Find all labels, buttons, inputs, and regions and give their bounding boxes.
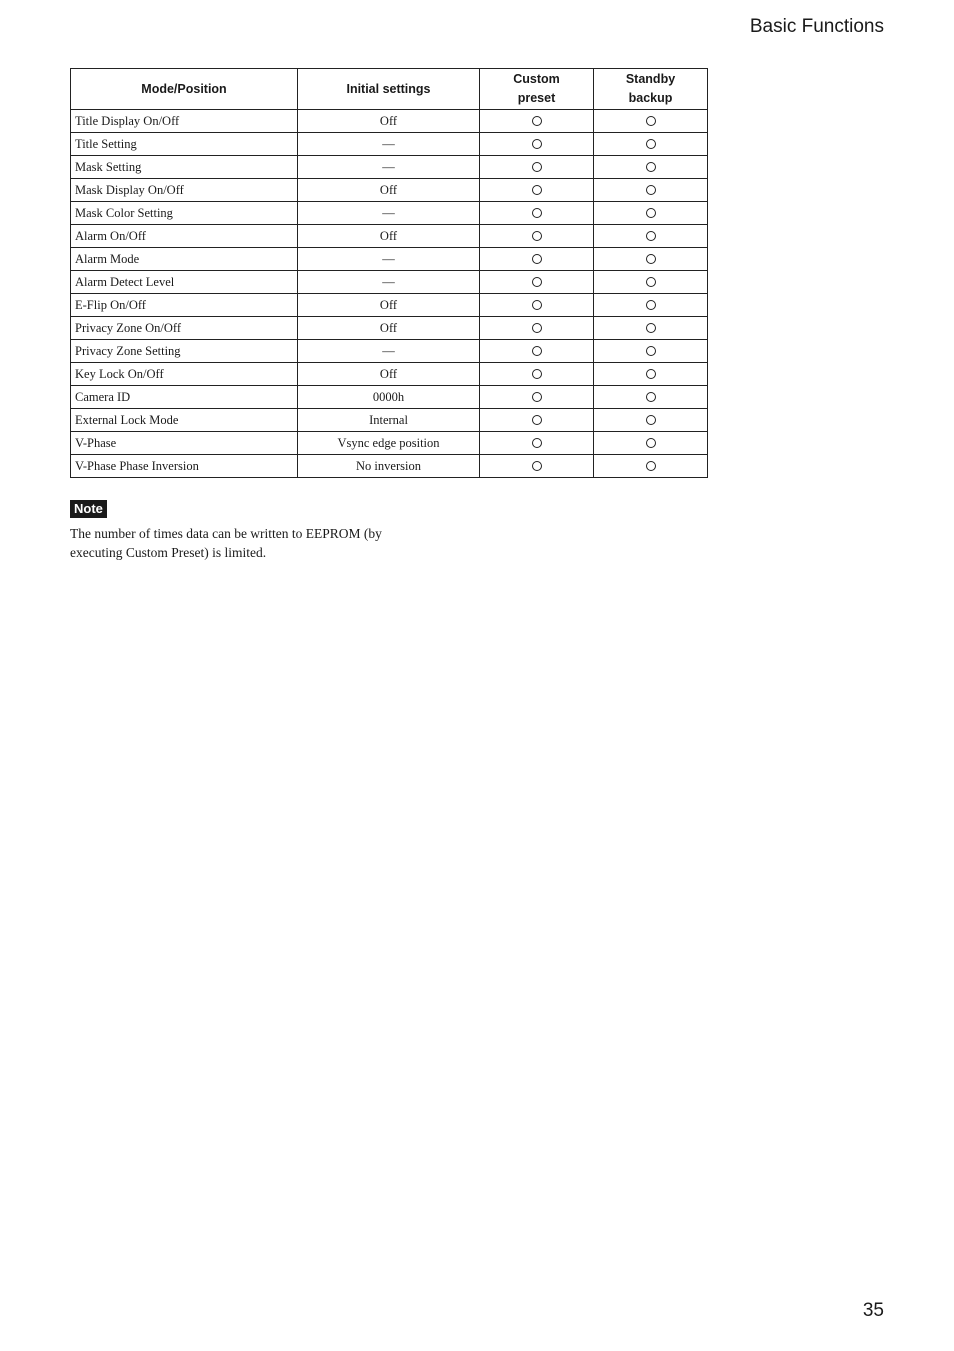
circle-mark-icon: [532, 438, 542, 448]
cell-initial-setting: Off: [298, 225, 480, 248]
cell-initial-setting: Off: [298, 179, 480, 202]
cell-standby-backup: [594, 179, 708, 202]
cell-custom-preset: [480, 294, 594, 317]
table-row: [71, 386, 708, 409]
cell-mode: Mask Color Setting: [71, 202, 298, 225]
cell-standby-backup: [594, 363, 708, 386]
circle-mark-icon: [532, 116, 542, 126]
circle-mark-icon: [532, 208, 542, 218]
cell-initial-setting: Off: [298, 294, 480, 317]
cell-initial-setting: —: [298, 156, 480, 179]
circle-mark-icon: [646, 300, 656, 310]
cell-mode: Title Setting: [71, 133, 298, 156]
cell-custom-preset: [480, 340, 594, 363]
circle-mark-icon: [646, 392, 656, 402]
cell-custom-preset: [480, 179, 594, 202]
table-row: [71, 294, 708, 317]
cell-standby-backup: [594, 455, 708, 478]
circle-mark-icon: [646, 185, 656, 195]
circle-mark-icon: [532, 185, 542, 195]
cell-initial-setting: Off: [298, 317, 480, 340]
circle-mark-icon: [646, 116, 656, 126]
cell-initial-setting: —: [298, 248, 480, 271]
cell-custom-preset: [480, 202, 594, 225]
cell-custom-preset: [480, 363, 594, 386]
cell-initial-setting: Off: [298, 363, 480, 386]
circle-mark-icon: [532, 277, 542, 287]
circle-mark-icon: [532, 300, 542, 310]
cell-mode: E-Flip On/Off: [71, 294, 298, 317]
circle-mark-icon: [646, 438, 656, 448]
circle-mark-icon: [532, 162, 542, 172]
cell-mode: Privacy Zone On/Off: [71, 317, 298, 340]
cell-standby-backup: [594, 294, 708, 317]
table-row: [71, 363, 708, 386]
cell-mode: Mask Display On/Off: [71, 179, 298, 202]
circle-mark-icon: [646, 369, 656, 379]
cell-standby-backup: [594, 432, 708, 455]
page-number: 35: [862, 1300, 884, 1321]
circle-mark-icon: [646, 208, 656, 218]
cell-standby-backup: [594, 248, 708, 271]
cell-initial-setting: Off: [298, 110, 480, 133]
note-text: The number of times data can be written to EEPROM (by executing Custom Preset) is limited.: [70, 526, 382, 560]
cell-mode: V-Phase: [71, 432, 298, 455]
table-row: [71, 225, 708, 248]
table-row: [71, 455, 708, 478]
column-header-initial-settings: Initial settings: [298, 69, 480, 110]
circle-mark-icon: [646, 139, 656, 149]
circle-mark-icon: [646, 231, 656, 241]
circle-mark-icon: [532, 139, 542, 149]
circle-mark-icon: [532, 346, 542, 356]
cell-standby-backup: [594, 386, 708, 409]
cell-mode: Mask Setting: [71, 156, 298, 179]
table-row: [71, 317, 708, 340]
cell-custom-preset: [480, 386, 594, 409]
circle-mark-icon: [532, 231, 542, 241]
cell-initial-setting: —: [298, 202, 480, 225]
cell-custom-preset: [480, 432, 594, 455]
cell-standby-backup: [594, 202, 708, 225]
cell-standby-backup: [594, 340, 708, 363]
column-header-standby-backup: Standby backup: [594, 69, 708, 110]
circle-mark-icon: [532, 461, 542, 471]
table-row: [71, 271, 708, 294]
table-row: [71, 133, 708, 156]
cell-mode: Privacy Zone Setting: [71, 340, 298, 363]
cell-initial-setting: —: [298, 271, 480, 294]
table-row: [71, 179, 708, 202]
cell-custom-preset: [480, 271, 594, 294]
table-row: [71, 202, 708, 225]
cell-initial-setting: No inversion: [298, 455, 480, 478]
cell-custom-preset: [480, 455, 594, 478]
table-row: [71, 409, 708, 432]
cell-mode: Alarm Detect Level: [71, 271, 298, 294]
cell-custom-preset: [480, 133, 594, 156]
cell-standby-backup: [594, 133, 708, 156]
cell-initial-setting: 0000h: [298, 386, 480, 409]
cell-initial-setting: Vsync edge position: [298, 432, 480, 455]
circle-mark-icon: [532, 254, 542, 264]
note-label: Note: [70, 500, 107, 518]
table-row: [71, 156, 708, 179]
cell-custom-preset: [480, 409, 594, 432]
cell-custom-preset: [480, 156, 594, 179]
cell-custom-preset: [480, 317, 594, 340]
table-body: [71, 110, 708, 478]
cell-mode: V-Phase Phase Inversion: [71, 455, 298, 478]
cell-standby-backup: [594, 317, 708, 340]
cell-custom-preset: [480, 110, 594, 133]
section-title: Basic Functions: [749, 16, 884, 37]
circle-mark-icon: [532, 392, 542, 402]
cell-standby-backup: [594, 271, 708, 294]
cell-custom-preset: [480, 248, 594, 271]
circle-mark-icon: [646, 162, 656, 172]
cell-standby-backup: [594, 156, 708, 179]
circle-mark-icon: [646, 461, 656, 471]
cell-initial-setting: —: [298, 340, 480, 363]
circle-mark-icon: [646, 346, 656, 356]
circle-mark-icon: [646, 323, 656, 333]
cell-initial-setting: Internal: [298, 409, 480, 432]
cell-standby-backup: [594, 225, 708, 248]
circle-mark-icon: [646, 254, 656, 264]
cell-mode: Alarm Mode: [71, 248, 298, 271]
cell-mode: Alarm On/Off: [71, 225, 298, 248]
column-header-custom-preset: Custom preset: [480, 69, 594, 110]
table-header-row: [71, 69, 708, 110]
circle-mark-icon: [646, 277, 656, 287]
cell-custom-preset: [480, 225, 594, 248]
cell-initial-setting: —: [298, 133, 480, 156]
cell-standby-backup: [594, 110, 708, 133]
table-row: [71, 432, 708, 455]
circle-mark-icon: [646, 415, 656, 425]
circle-mark-icon: [532, 415, 542, 425]
settings-table: [70, 68, 708, 478]
table-row: [71, 110, 708, 133]
cell-mode: External Lock Mode: [71, 409, 298, 432]
table-row: [71, 340, 708, 363]
cell-standby-backup: [594, 409, 708, 432]
table-row: [71, 248, 708, 271]
circle-mark-icon: [532, 369, 542, 379]
cell-mode: Camera ID: [71, 386, 298, 409]
column-header-mode: Mode/Position: [71, 69, 298, 110]
circle-mark-icon: [532, 323, 542, 333]
cell-mode: Title Display On/Off: [71, 110, 298, 133]
cell-mode: Key Lock On/Off: [71, 363, 298, 386]
